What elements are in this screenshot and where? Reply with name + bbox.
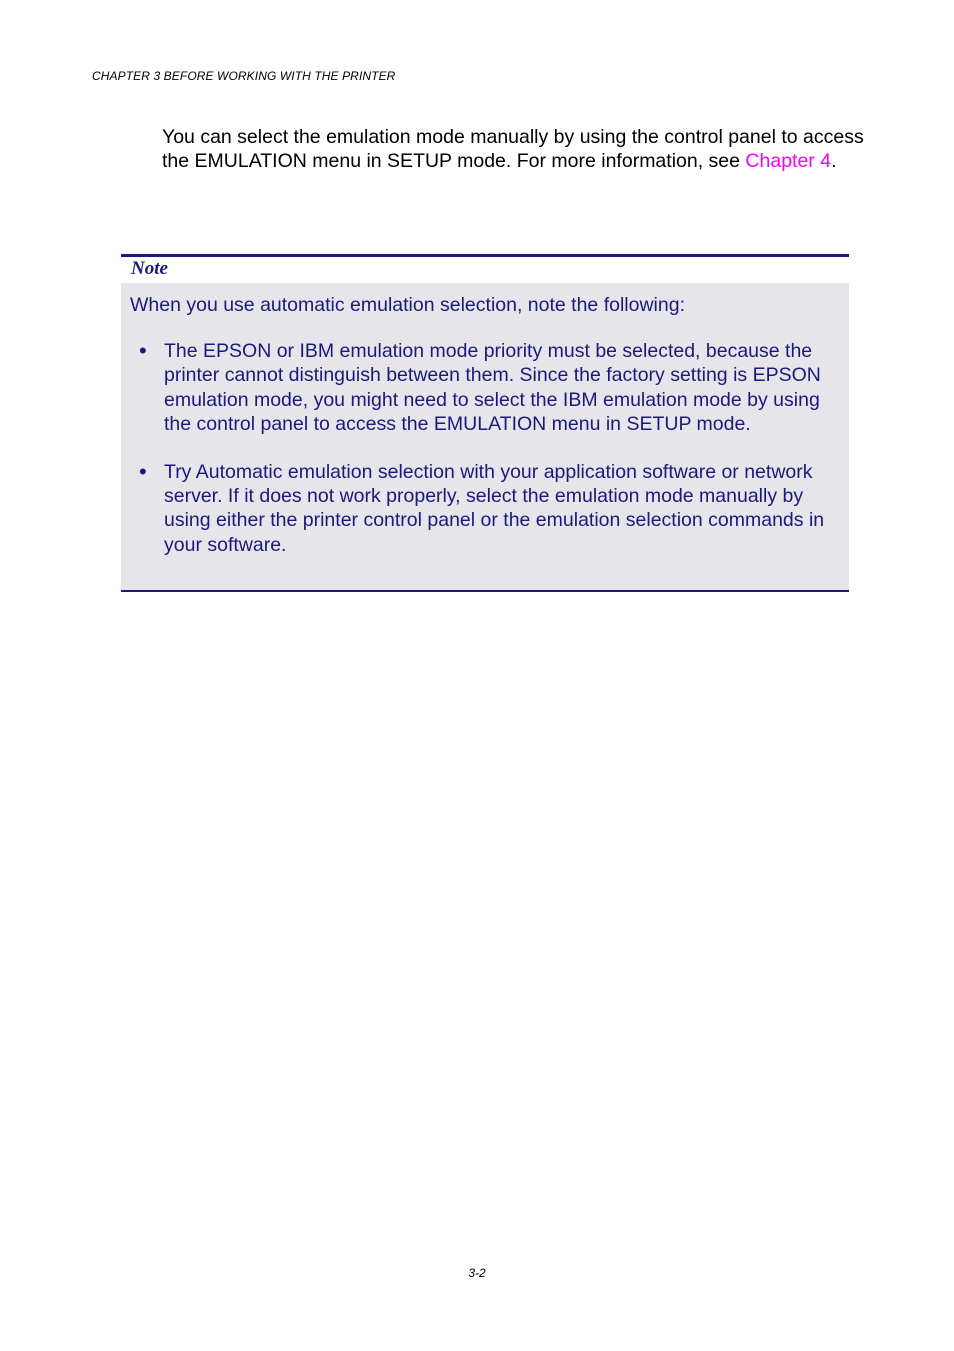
intro-text-end: . bbox=[831, 150, 837, 172]
note-box bbox=[121, 254, 849, 592]
note-body bbox=[121, 283, 849, 590]
intro-paragraph bbox=[162, 125, 882, 173]
bullet-dot-icon: • bbox=[139, 338, 147, 363]
list-item bbox=[121, 460, 849, 558]
bullet-text: The EPSON or IBM emulation mode priority must be selected, because the printer cannot distinguish between them. Since the factory setting is EPSON emulation mode, you might need to select the IBM emulation mode by using the control panel to access the EMULATION menu in SETUP mode. bbox=[164, 340, 821, 436]
bullet-dot-icon: • bbox=[139, 458, 147, 484]
note-heading: Note bbox=[131, 258, 168, 279]
list-item bbox=[121, 339, 849, 437]
bullet-text: Try Automatic emulation selection with your application software or network server. If it does not work properly, select the emulation mode manually by using either the printer control panel or the emulation selection commands in your software. bbox=[164, 460, 825, 556]
note-bullet-list bbox=[121, 339, 849, 580]
note-lead-text: When you use automatic emulation selection, note the following: bbox=[130, 294, 685, 316]
chapter-4-link[interactable]: Chapter 4 bbox=[745, 150, 832, 172]
running-header: CHAPTER 3 BEFORE WORKING WITH THE PRINTER bbox=[92, 69, 396, 83]
page-number: 3-2 bbox=[468, 1266, 486, 1280]
intro-text: You can select the emulation mode manually by using the control panel to access the EMULATION menu in SETUP mode. For more information, see bbox=[162, 126, 864, 172]
